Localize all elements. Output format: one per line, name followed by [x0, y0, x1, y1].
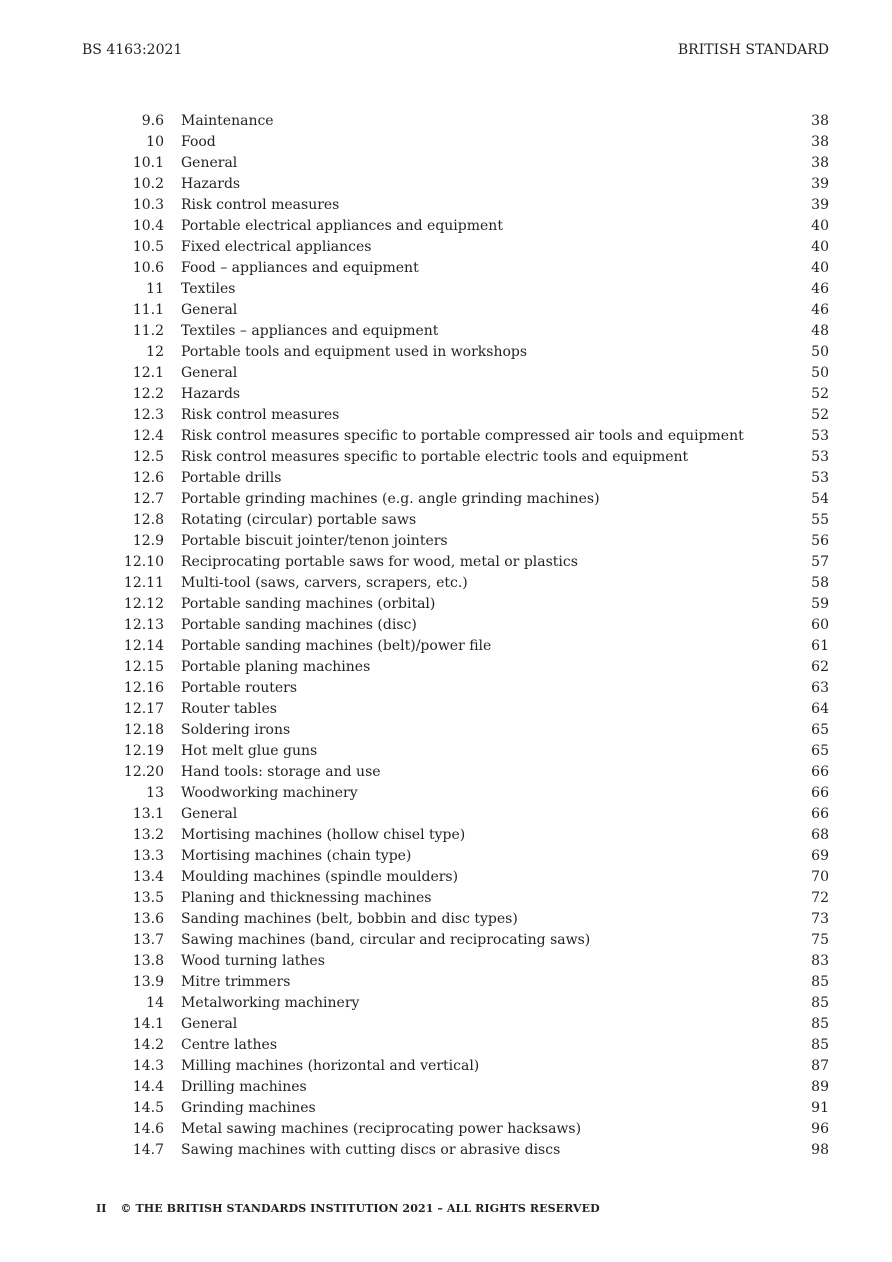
toc-entry-page: 60 [811, 617, 829, 633]
toc-entry-page: 70 [811, 869, 829, 885]
toc-entry-number: 13.3 [132, 848, 164, 864]
toc-entry-number: 12.6 [132, 470, 164, 486]
toc-entry-page: 65 [811, 743, 829, 759]
toc-entry-title: Food [181, 134, 216, 150]
toc-entry-number: 13.2 [132, 827, 164, 843]
toc-entry-title: Hand tools: storage and use [181, 764, 381, 780]
toc-entry-title: Multi-tool (saws, carvers, scrapers, etc.) [181, 575, 468, 591]
toc-entry-title: Mortising machines (hollow chisel type) [181, 827, 466, 843]
header-document-number: BS 4163:2021 [82, 42, 183, 58]
toc-entry-title: Risk control measures [181, 197, 340, 213]
toc-entry-page: 48 [811, 323, 829, 339]
toc-entry-page: 40 [811, 218, 829, 234]
copyright-notice: © THE BRITISH STANDARDS INSTITUTION 2021 – ALL RIGHTS RESERVED [120, 1202, 600, 1215]
toc-entry-page: 62 [811, 659, 829, 675]
toc-entry-page: 85 [811, 1037, 829, 1053]
toc-entry-number: 12.2 [132, 386, 164, 402]
toc-entry [0, 594, 892, 615]
toc-entry-title: Hazards [181, 386, 241, 402]
toc-entry-page: 96 [811, 1121, 829, 1137]
toc-entry-number: 12.18 [123, 722, 164, 738]
toc-entry-page: 46 [811, 302, 829, 318]
toc-entry-page: 54 [811, 491, 829, 507]
toc-entry-title: Drilling machines [181, 1079, 307, 1095]
toc-entry-title: Moulding machines (spindle moulders) [181, 869, 459, 885]
toc-entry-title: Mitre trimmers [181, 974, 291, 990]
toc-entry [0, 1140, 892, 1161]
toc-entry-title: Fixed electrical appliances [181, 239, 372, 255]
toc-entry-number: 14.5 [132, 1100, 164, 1116]
toc-entry-page: 38 [811, 113, 829, 129]
toc-entry-number: 12.15 [123, 659, 164, 675]
toc-entry [0, 573, 892, 594]
toc-entry [0, 216, 892, 237]
toc-entry-title: General [181, 365, 238, 381]
toc-entry-number: 10.5 [132, 239, 164, 255]
toc-entry-page: 38 [811, 155, 829, 171]
toc-entry [0, 720, 892, 741]
toc-entry-number: 10.4 [132, 218, 164, 234]
toc-entry-number: 14.3 [132, 1058, 164, 1074]
table-of-contents [0, 111, 892, 1161]
toc-entry [0, 825, 892, 846]
toc-entry [0, 153, 892, 174]
toc-entry-page: 87 [811, 1058, 829, 1074]
toc-entry-page: 63 [811, 680, 829, 696]
toc-entry-page: 85 [811, 995, 829, 1011]
toc-entry [0, 930, 892, 951]
toc-entry [0, 657, 892, 678]
toc-entry-number: 14.1 [132, 1016, 164, 1032]
toc-entry-title: General [181, 155, 238, 171]
toc-entry-number: 14 [146, 995, 164, 1011]
toc-entry-number: 13.1 [132, 806, 164, 822]
toc-entry [0, 384, 892, 405]
toc-entry [0, 909, 892, 930]
toc-entry-title: Portable planing machines [181, 659, 371, 675]
toc-entry-number: 12.13 [123, 617, 164, 633]
toc-entry-number: 12.12 [123, 596, 164, 612]
toc-entry-page: 40 [811, 260, 829, 276]
toc-entry-number: 13 [146, 785, 164, 801]
toc-entry-page: 72 [811, 890, 829, 906]
toc-entry-title: Milling machines (horizontal and vertical) [181, 1058, 480, 1074]
toc-entry-number: 12.1 [132, 365, 164, 381]
toc-entry [0, 174, 892, 195]
toc-entry-title: Centre lathes [181, 1037, 278, 1053]
toc-entry [0, 489, 892, 510]
toc-entry [0, 1119, 892, 1140]
toc-entry-number: 9.6 [141, 113, 164, 129]
toc-entry [0, 300, 892, 321]
toc-entry-page: 52 [811, 407, 829, 423]
toc-entry-page: 58 [811, 575, 829, 591]
toc-entry-title: General [181, 1016, 238, 1032]
toc-entry [0, 615, 892, 636]
toc-entry-title: Textiles – appliances and equipment [181, 323, 439, 339]
toc-entry [0, 888, 892, 909]
toc-entry-title: Hot melt glue guns [181, 743, 318, 759]
toc-entry-page: 69 [811, 848, 829, 864]
toc-entry-number: 14.7 [132, 1142, 164, 1158]
toc-entry-page: 39 [811, 176, 829, 192]
toc-entry [0, 111, 892, 132]
toc-entry-title: Portable tools and equipment used in workshops [181, 344, 528, 360]
toc-entry [0, 447, 892, 468]
toc-entry-number: 12.5 [132, 449, 164, 465]
toc-entry-page: 40 [811, 239, 829, 255]
toc-entry-page: 64 [811, 701, 829, 717]
toc-entry [0, 426, 892, 447]
toc-entry-page: 66 [811, 764, 829, 780]
toc-entry [0, 1035, 892, 1056]
toc-entry-title: Portable biscuit jointer/tenon jointers [181, 533, 448, 549]
toc-entry-number: 12 [146, 344, 164, 360]
toc-entry-title: Portable electrical appliances and equipment [181, 218, 503, 234]
toc-entry-number: 14.6 [132, 1121, 164, 1137]
toc-entry-page: 57 [811, 554, 829, 570]
toc-entry-number: 10.1 [132, 155, 164, 171]
toc-entry [0, 846, 892, 867]
toc-entry-title: Planing and thicknessing machines [181, 890, 432, 906]
toc-entry-number: 11.2 [132, 323, 164, 339]
toc-entry [0, 342, 892, 363]
toc-entry-page: 85 [811, 974, 829, 990]
toc-entry-title: Metal sawing machines (reciprocating power hacksaws) [181, 1121, 582, 1137]
toc-entry-number: 12.20 [123, 764, 164, 780]
toc-entry-number: 12.9 [132, 533, 164, 549]
toc-entry-page: 38 [811, 134, 829, 150]
toc-entry [0, 510, 892, 531]
page-number: II [96, 1202, 107, 1215]
toc-entry-number: 12.10 [123, 554, 164, 570]
toc-entry-title: Metalworking machinery [181, 995, 360, 1011]
toc-entry-title: Router tables [181, 701, 277, 717]
toc-entry [0, 531, 892, 552]
toc-entry [0, 951, 892, 972]
toc-entry-title: Rotating (circular) portable saws [181, 512, 417, 528]
toc-entry [0, 258, 892, 279]
toc-entry-number: 12.3 [132, 407, 164, 423]
toc-entry-page: 73 [811, 911, 829, 927]
toc-entry-page: 66 [811, 785, 829, 801]
toc-entry-title: Portable sanding machines (orbital) [181, 596, 436, 612]
toc-entry-page: 53 [811, 428, 829, 444]
toc-entry-number: 12.14 [123, 638, 164, 654]
toc-entry-page: 39 [811, 197, 829, 213]
toc-entry [0, 195, 892, 216]
toc-entry-page: 55 [811, 512, 829, 528]
header-publisher: BRITISH STANDARD [677, 42, 829, 58]
toc-entry-number: 12.7 [132, 491, 164, 507]
toc-entry [0, 132, 892, 153]
toc-entry-number: 13.4 [132, 869, 164, 885]
toc-entry-number: 13.5 [132, 890, 164, 906]
toc-entry [0, 321, 892, 342]
toc-entry-title: Hazards [181, 176, 241, 192]
toc-entry [0, 1098, 892, 1119]
toc-entry [0, 699, 892, 720]
toc-entry-page: 91 [811, 1100, 829, 1116]
toc-entry-page: 56 [811, 533, 829, 549]
toc-entry [0, 405, 892, 426]
toc-entry-number: 12.17 [123, 701, 164, 717]
toc-entry-title: Risk control measures [181, 407, 340, 423]
toc-entry [0, 1056, 892, 1077]
toc-entry-page: 66 [811, 806, 829, 822]
toc-entry [0, 741, 892, 762]
toc-entry-title: Mortising machines (chain type) [181, 848, 412, 864]
toc-entry-title: Food – appliances and equipment [181, 260, 419, 276]
toc-entry-title: Sawing machines with cutting discs or abrasive discs [181, 1142, 561, 1158]
toc-entry-title: Grinding machines [181, 1100, 316, 1116]
toc-entry [0, 762, 892, 783]
toc-entry [0, 237, 892, 258]
toc-entry-title: Sawing machines (band, circular and reciprocating saws) [181, 932, 591, 948]
toc-entry [0, 867, 892, 888]
toc-entry-title: Risk control measures specific to portable electric tools and equipment [181, 449, 689, 465]
toc-entry-title: Portable sanding machines (disc) [181, 617, 417, 633]
toc-entry-number: 12.8 [132, 512, 164, 528]
toc-entry [0, 636, 892, 657]
toc-entry [0, 678, 892, 699]
toc-entry-page: 59 [811, 596, 829, 612]
toc-entry-title: Reciprocating portable saws for wood, metal or plastics [181, 554, 578, 570]
toc-entry-title: General [181, 302, 238, 318]
toc-entry [0, 1014, 892, 1035]
toc-entry [0, 804, 892, 825]
toc-entry-page: 46 [811, 281, 829, 297]
toc-entry-title: Risk control measures specific to portable compressed air tools and equipment [181, 428, 744, 444]
toc-entry-title: Portable grinding machines (e.g. angle grinding machines) [181, 491, 600, 507]
toc-entry-title: Maintenance [181, 113, 274, 129]
toc-entry-number: 13.8 [132, 953, 164, 969]
toc-entry [0, 552, 892, 573]
toc-entry-page: 85 [811, 1016, 829, 1032]
toc-entry-page: 98 [811, 1142, 829, 1158]
toc-entry-title: Soldering irons [181, 722, 291, 738]
page-footer [96, 1201, 600, 1217]
toc-entry-title: Sanding machines (belt, bobbin and disc types) [181, 911, 518, 927]
toc-entry-title: Portable sanding machines (belt)/power file [181, 638, 492, 654]
toc-entry-number: 10.3 [132, 197, 164, 213]
toc-entry-number: 13.7 [132, 932, 164, 948]
toc-entry-title: General [181, 806, 238, 822]
toc-entry-page: 65 [811, 722, 829, 738]
toc-entry [0, 972, 892, 993]
toc-entry [0, 993, 892, 1014]
toc-entry [0, 363, 892, 384]
toc-entry-page: 50 [811, 344, 829, 360]
toc-entry-title: Textiles [181, 281, 236, 297]
toc-entry-number: 11 [146, 281, 164, 297]
toc-entry-page: 75 [811, 932, 829, 948]
toc-entry-page: 61 [811, 638, 829, 654]
toc-entry-number: 12.19 [123, 743, 164, 759]
toc-entry-number: 14.4 [132, 1079, 164, 1095]
toc-entry-number: 12.11 [123, 575, 164, 591]
toc-entry-number: 12.16 [123, 680, 164, 696]
toc-entry-page: 53 [811, 470, 829, 486]
toc-entry-page: 68 [811, 827, 829, 843]
toc-entry [0, 1077, 892, 1098]
toc-entry-number: 10 [146, 134, 164, 150]
toc-entry-number: 13.9 [132, 974, 164, 990]
toc-entry-title: Wood turning lathes [181, 953, 325, 969]
toc-entry-page: 52 [811, 386, 829, 402]
toc-entry [0, 279, 892, 300]
toc-entry-number: 13.6 [132, 911, 164, 927]
toc-entry-number: 11.1 [132, 302, 164, 318]
toc-entry [0, 468, 892, 489]
toc-entry-number: 12.4 [132, 428, 164, 444]
toc-entry-number: 10.2 [132, 176, 164, 192]
toc-entry-page: 89 [811, 1079, 829, 1095]
toc-entry-number: 14.2 [132, 1037, 164, 1053]
toc-entry-number: 10.6 [132, 260, 164, 276]
toc-entry-title: Woodworking machinery [181, 785, 358, 801]
toc-entry-page: 83 [811, 953, 829, 969]
toc-entry-title: Portable routers [181, 680, 298, 696]
toc-entry-title: Portable drills [181, 470, 282, 486]
toc-entry [0, 783, 892, 804]
toc-entry-page: 50 [811, 365, 829, 381]
toc-entry-page: 53 [811, 449, 829, 465]
